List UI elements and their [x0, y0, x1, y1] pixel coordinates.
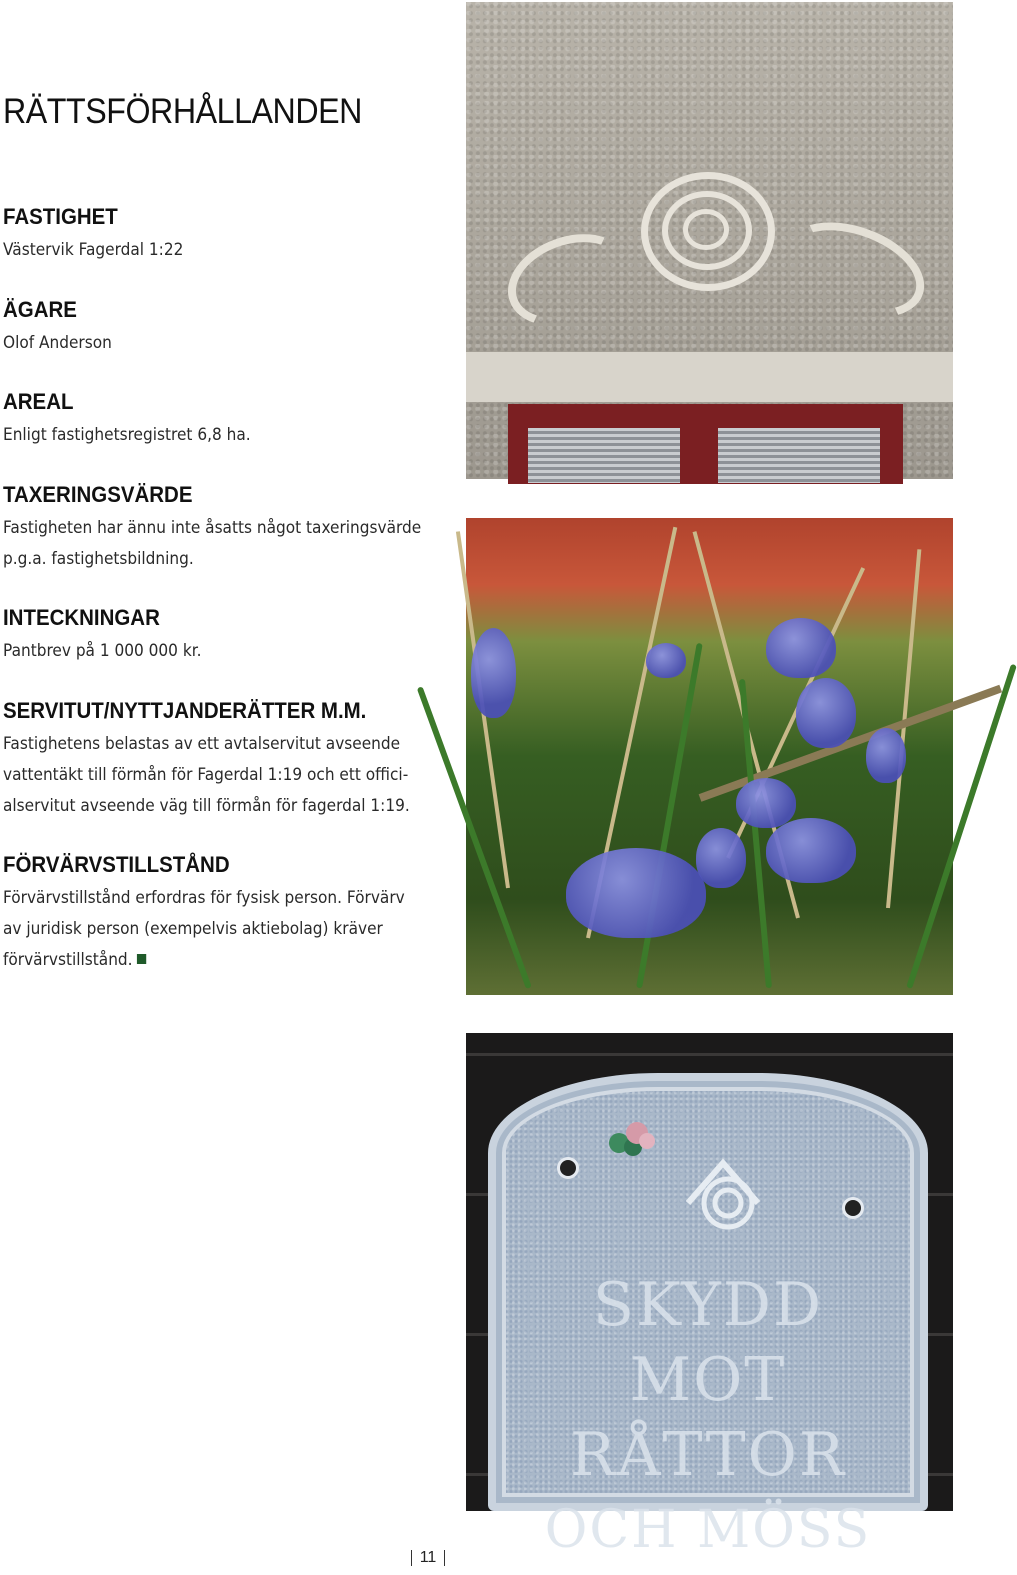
page-number: 11 [408, 1547, 448, 1569]
plaque-line: MOT [629, 1345, 787, 1415]
plaque-text [488, 1268, 928, 1568]
photo-wall-ornament [466, 2, 953, 479]
body-line: Fastigheten har ännu inte åsatts något taxeringsvärde [3, 518, 422, 537]
flower-petal [866, 728, 906, 783]
window-lintel [466, 352, 953, 402]
window-pane-right [718, 428, 880, 483]
section-areal [3, 389, 453, 450]
end-of-article-mark [137, 954, 146, 964]
window-pane-left [528, 428, 680, 483]
section-servitut [3, 698, 453, 821]
flower-petal [796, 678, 856, 748]
section-fastighet [3, 204, 453, 265]
screw-hole [845, 1200, 861, 1216]
section-heading: FASTIGHET [3, 204, 118, 229]
section-inteckningar [3, 605, 453, 666]
plaque-line: RÅTTOR [569, 1420, 847, 1490]
flower-petal [736, 778, 796, 828]
photo-blue-flowers [466, 518, 953, 995]
flower-petal [646, 643, 686, 678]
section-heading: INTECKNINGAR [3, 605, 160, 630]
section-body: Enligt fastighetsregistret 6,8 ha. [3, 425, 251, 444]
body-line: p.g.a. fastighetsbildning. [3, 549, 194, 568]
plaque-logo-icon [678, 1153, 768, 1233]
photo-stone-plaque [466, 1033, 953, 1560]
screw-hole [560, 1160, 576, 1176]
flower-petal [471, 628, 516, 718]
flower-petal [696, 828, 746, 888]
plaque-line: OCH MÖSS [544, 1500, 872, 1560]
body-line: Fastighetens belastas av ett avtalservitut avseende [3, 734, 401, 753]
section-taxeringsvarde [3, 482, 453, 574]
flower-petal [766, 618, 836, 678]
section-forvarvstillstand [3, 852, 453, 975]
section-body [3, 882, 440, 975]
green-leaf [739, 679, 772, 988]
flower-petal [566, 848, 706, 938]
body-line: förvärvstillstånd. [3, 950, 133, 969]
body-line: vattentäkt till förmån för Fagerdal 1:19 och ett offici- [3, 765, 409, 784]
section-body: Pantbrev på 1 000 000 kr. [3, 641, 202, 660]
body-line: av juridisk person (exempelvis aktiebolag) kräver [3, 919, 383, 938]
ornament-ring [683, 209, 729, 250]
plaque-line: SKYDD [592, 1270, 824, 1340]
section-body [3, 728, 440, 821]
page-title: RÄTTSFÖRHÅLLANDEN [3, 92, 362, 131]
section-body: Västervik Fagerdal 1:22 [3, 240, 184, 259]
flower-petal [766, 818, 856, 883]
body-line: alservitut avseende väg till förmån för fagerdal 1:19. [3, 796, 410, 815]
section-heading: FÖRVÄRVSTILLSTÅND [3, 852, 230, 877]
fabric-flower-icon [603, 1121, 655, 1159]
ornament-scroll-right [771, 205, 938, 336]
section-heading: TAXERINGSVÄRDE [3, 482, 193, 507]
section-agare [3, 297, 453, 358]
body-line: Förvärvstillstånd erfordras för fysisk person. Förvärv [3, 888, 405, 907]
section-heading: ÄGARE [3, 297, 77, 322]
plaque [488, 1073, 928, 1560]
section-heading: AREAL [3, 389, 74, 414]
section-body [3, 512, 440, 574]
section-body: Olof Anderson [3, 333, 112, 352]
wood-plank-seam [466, 1053, 953, 1056]
ornament-scroll-left [495, 218, 643, 342]
section-heading: SERVITUT/NYTTJANDERÄTTER M.M. [3, 698, 367, 723]
